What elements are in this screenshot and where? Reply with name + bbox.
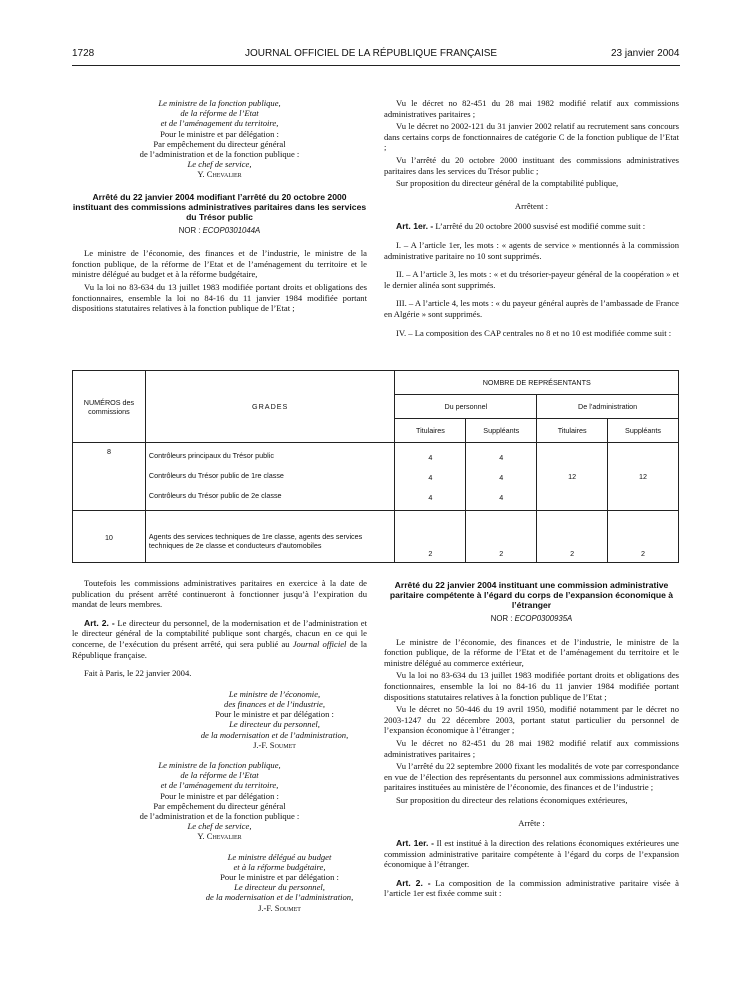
row-adm-titulaires: 2	[537, 511, 608, 563]
article-2	[72, 618, 367, 660]
signature-line: Par empêchement du directeur général	[153, 800, 286, 811]
signature-line: de la réforme de l’Etat	[180, 770, 259, 781]
paragraph: Vu la loi no 83-634 du 13 juillet 1983 modifiée portant droits et obligations des fonctionnaires, ensemble la loi no 84-16 du 11 janvier 1984 modifiée portant dispositions statutaires relatives à la fonction publique de l’Etat ;	[72, 282, 367, 314]
paragraph: Toutefois les commissions administratives paritaires en exercice à la date de publication du présent arrêté continueront à fonctionner jusqu’à l’expiration du mandat de leurs membres.	[72, 578, 367, 610]
nor-reference	[72, 226, 367, 237]
header-titulaires: Titulaires	[537, 419, 608, 443]
signature-line: et de l’aménagement du territoire,	[160, 118, 279, 129]
nor-label: NOR :	[178, 225, 201, 235]
header-numeros: NUMÉROS des commissions	[73, 371, 146, 443]
nor-reference	[384, 614, 679, 625]
paragraph: Vu l’arrêté du 20 octobre 2000 instituant des commissions administratives paritaires dans les services du Trésor public ;	[384, 154, 679, 176]
paragraph: I. – A l’article 1er, les mots : « agents de service » mentionnés à la commission administrative paritaire no 10 sont supprimés.	[384, 239, 679, 261]
page-date: 23 janvier 2004	[611, 48, 680, 59]
article-label: Art. 1er. -	[396, 838, 435, 849]
grade-line: Contrôleurs du Trésor public de 2e classe	[148, 490, 282, 500]
signature-line: Y. Chevalier	[197, 831, 242, 842]
signature-line: Pour le ministre et par délégation :	[160, 128, 279, 139]
signature-line: Par empêchement du directeur général	[153, 138, 286, 149]
paragraph: Vu le décret no 82-451 du 28 mai 1982 modifié relatif aux commissions administratives paritaires ;	[384, 98, 679, 119]
row-numero: 8	[73, 443, 146, 511]
article-label: Art. 2. -	[84, 617, 115, 628]
fait-line: Fait à Paris, le 22 janvier 2004.	[84, 668, 192, 679]
row-adm-suppleants: 2	[608, 511, 679, 563]
signature-line: Pour le ministre et par délégation :	[160, 790, 279, 801]
journal-name: Journal officiel	[292, 638, 347, 649]
arretent-heading: Arrêtent :	[514, 200, 549, 211]
cell-value: 4	[428, 492, 433, 502]
article-text: La composition de la commission administrative paritaire visée à l’article 1er est fixée comme suit :	[384, 877, 679, 899]
table-row	[73, 443, 679, 511]
paragraph: Vu le décret no 2002-121 du 31 janvier 2002 relatif au recrutement sans concours dans certains corps de fonctionnaires de catégorie C de la fonction publique de l’Etat ;	[384, 121, 679, 153]
signature-line: de la modernisation et de l’administration,	[200, 729, 349, 740]
article-text: Il est institué à la direction des relations économiques extérieures une commission administrative paritaire compétente à l’égard du corps de l’expansion économique à l’étranger.	[384, 838, 679, 870]
left-top-column	[72, 98, 367, 316]
signature-line: de la modernisation et de l’administration,	[205, 892, 354, 903]
signature-line: de l’administration et de la fonction publique :	[139, 149, 300, 160]
header-nombre: NOMBRE DE REPRÉSENTANTS	[395, 371, 679, 395]
arrete-title: Arrêté du 22 janvier 2004 instituant une commission administrative paritaire compétente à l’égard du corps de l’expansion économique à l’étranger	[389, 580, 674, 610]
composition-table	[72, 370, 679, 563]
row-grades: Agents des services techniques de 1re classe, agents des services techniques de 2e classe et conducteurs d’automobiles	[145, 511, 395, 563]
signature-line: des finances et de l’industrie,	[224, 698, 325, 709]
signature-line: Le chef de service,	[187, 159, 252, 170]
paragraph: Vu le décret no 50-446 du 19 avril 1950, modifié notamment par le décret no 2003-1247 du 22 décembre 2003, portant statut particulier du personnel de l’expansion économique à l’étranger ;	[384, 704, 679, 736]
signature-block	[72, 98, 367, 180]
header-suppleants: Suppléants	[608, 419, 679, 443]
row-pers-titulaires	[395, 443, 466, 511]
article-text: de la République française.	[72, 638, 368, 660]
article-1	[384, 838, 679, 870]
header-grades: GRADES	[145, 371, 395, 443]
grade-line: Contrôleurs du Trésor public de 1re classe	[148, 470, 284, 480]
cell-value: 4	[428, 452, 433, 462]
cell-value: 4	[499, 472, 504, 482]
paragraph: II. – A l’article 3, les mots : « et du trésorier-payeur général de la coopération » et le dernier alinéa sont supprimés.	[384, 269, 679, 290]
header-titulaires: Titulaires	[395, 419, 466, 443]
row-adm-suppleants: 12	[608, 443, 679, 511]
paragraph: Vu l’arrêté du 22 septembre 2000 fixant les modalités de vote par correspondance en vue de l’élection des représentants du personnel aux commissions administratives paritaires instituées au ministère de l’économie, des finances et de l’industrie ;	[384, 761, 679, 793]
signature-block	[72, 689, 367, 750]
signature-line: Y. Chevalier	[197, 169, 242, 180]
header-personnel: Du personnel	[395, 395, 537, 419]
paragraph: Vu le décret no 82-451 du 28 mai 1982 modifié relatif aux commissions administratives paritaires ;	[384, 737, 679, 759]
signature-line: Le ministre de la fonction publique,	[158, 98, 281, 108]
page-header	[0, 48, 748, 62]
arrete-heading: Arrête :	[518, 817, 545, 828]
signature-line: Le directeur du personnel,	[229, 719, 320, 730]
article-2	[384, 878, 679, 899]
header-administration: De l’administration	[537, 395, 679, 419]
row-pers-suppleants	[466, 443, 537, 511]
page-number: 1728	[72, 48, 95, 59]
paragraph: Sur proposition du directeur des relations économiques extérieures,	[396, 794, 628, 805]
nor-code: ECOP0300935A	[514, 614, 573, 623]
grade-line: Contrôleurs principaux du Trésor public	[148, 450, 274, 460]
signature-block	[72, 760, 367, 842]
paragraph: Vu la loi no 83-634 du 13 juillet 1983 modifiée portant droits et obligations des fonctionnaires, ensemble la loi no 84-16 du 11 janvier 1984 modifiée portant dispositions statutaires relatives à la fonction publique de l’Etat ;	[384, 670, 679, 702]
header-rule	[72, 65, 680, 66]
arrete-title: Arrêté du 22 janvier 2004 modifiant l’arrêté du 20 octobre 2000 instituant des commissions administratives paritaires dans les services du Trésor public	[72, 191, 367, 222]
paragraph: Le ministre de l’économie, des finances et de l’industrie, le ministre de la fonction publique, de la réforme de l’Etat et de l’aménagement du territoire et le ministre délégué au commerce extérieur,	[384, 636, 679, 668]
signature-line: de la réforme de l’Etat	[180, 108, 259, 119]
cell-value: 4	[499, 492, 504, 502]
paragraph: Le ministre de l’économie, des finances et de l’industrie, le ministre de la fonction publique, de la réforme de l’Etat et de l’aménagement du territoire et le ministre délégué au budget et à la réforme budgétaire,	[72, 248, 367, 280]
signature-line: et à la réforme budgétaire,	[233, 861, 326, 872]
article-1	[384, 221, 679, 232]
signature-line: Le ministre de l’économie,	[228, 688, 321, 699]
paragraph: IV. – La composition des CAP centrales no 8 et no 10 est modifiée comme suit :	[396, 327, 672, 338]
cell-value: 4	[499, 452, 504, 462]
row-numero: 10	[73, 511, 146, 563]
signature-line: Le chef de service,	[187, 821, 252, 832]
nor-label: NOR :	[490, 614, 513, 623]
row-adm-titulaires: 12	[537, 443, 608, 511]
paragraph: III. – A l’article 4, les mots : « du payeur général auprès de l’ambassade de France en Algérie » sont supprimés.	[384, 298, 679, 319]
table-row	[73, 511, 679, 563]
journal-title: JOURNAL OFFICIEL DE LA RÉPUBLIQUE FRANÇAISE	[245, 48, 498, 59]
left-bottom-column	[72, 578, 367, 913]
signature-line: Le ministre de la fonction publique,	[158, 759, 281, 770]
paragraph: Sur proposition du directeur général de la comptabilité publique,	[396, 178, 619, 189]
right-bottom-column	[384, 580, 679, 901]
row-grades	[145, 443, 395, 511]
cell-value: 4	[428, 472, 433, 482]
header-suppleants: Suppléants	[466, 419, 537, 443]
signature-line: Pour le ministre et par délégation :	[220, 872, 339, 882]
row-pers-titulaires: 2	[395, 511, 466, 563]
signature-line: Le ministre délégué au budget	[227, 851, 332, 862]
right-top-column	[384, 98, 679, 340]
nor-code: ECOP0301044A	[202, 225, 261, 235]
row-pers-suppleants: 2	[466, 511, 537, 563]
signature-line: J.-F. Soumet	[253, 739, 296, 750]
signature-line: Pour le ministre et par délégation :	[215, 709, 334, 720]
signature-line: et de l’aménagement du territoire,	[160, 780, 279, 791]
article-text: Le directeur du personnel, de la modernisation et de l’administration et le directeur général de la comptabilité publique sont chargés, chacun en ce qui le concerne, de l’exécution du présent arrêté, qui sera publié au	[72, 617, 367, 649]
signature-line: J.-F. Soumet	[258, 902, 301, 913]
article-label: Art. 1er. -	[396, 221, 434, 232]
signature-line: de l’administration et de la fonction publique :	[139, 810, 300, 821]
article-label: Art. 2. -	[396, 877, 431, 888]
signature-block	[72, 852, 367, 913]
article-text: L’arrêté du 20 octobre 2000 susvisé est modifié comme suit :	[435, 221, 646, 232]
signature-line: Le directeur du personnel,	[234, 882, 325, 893]
